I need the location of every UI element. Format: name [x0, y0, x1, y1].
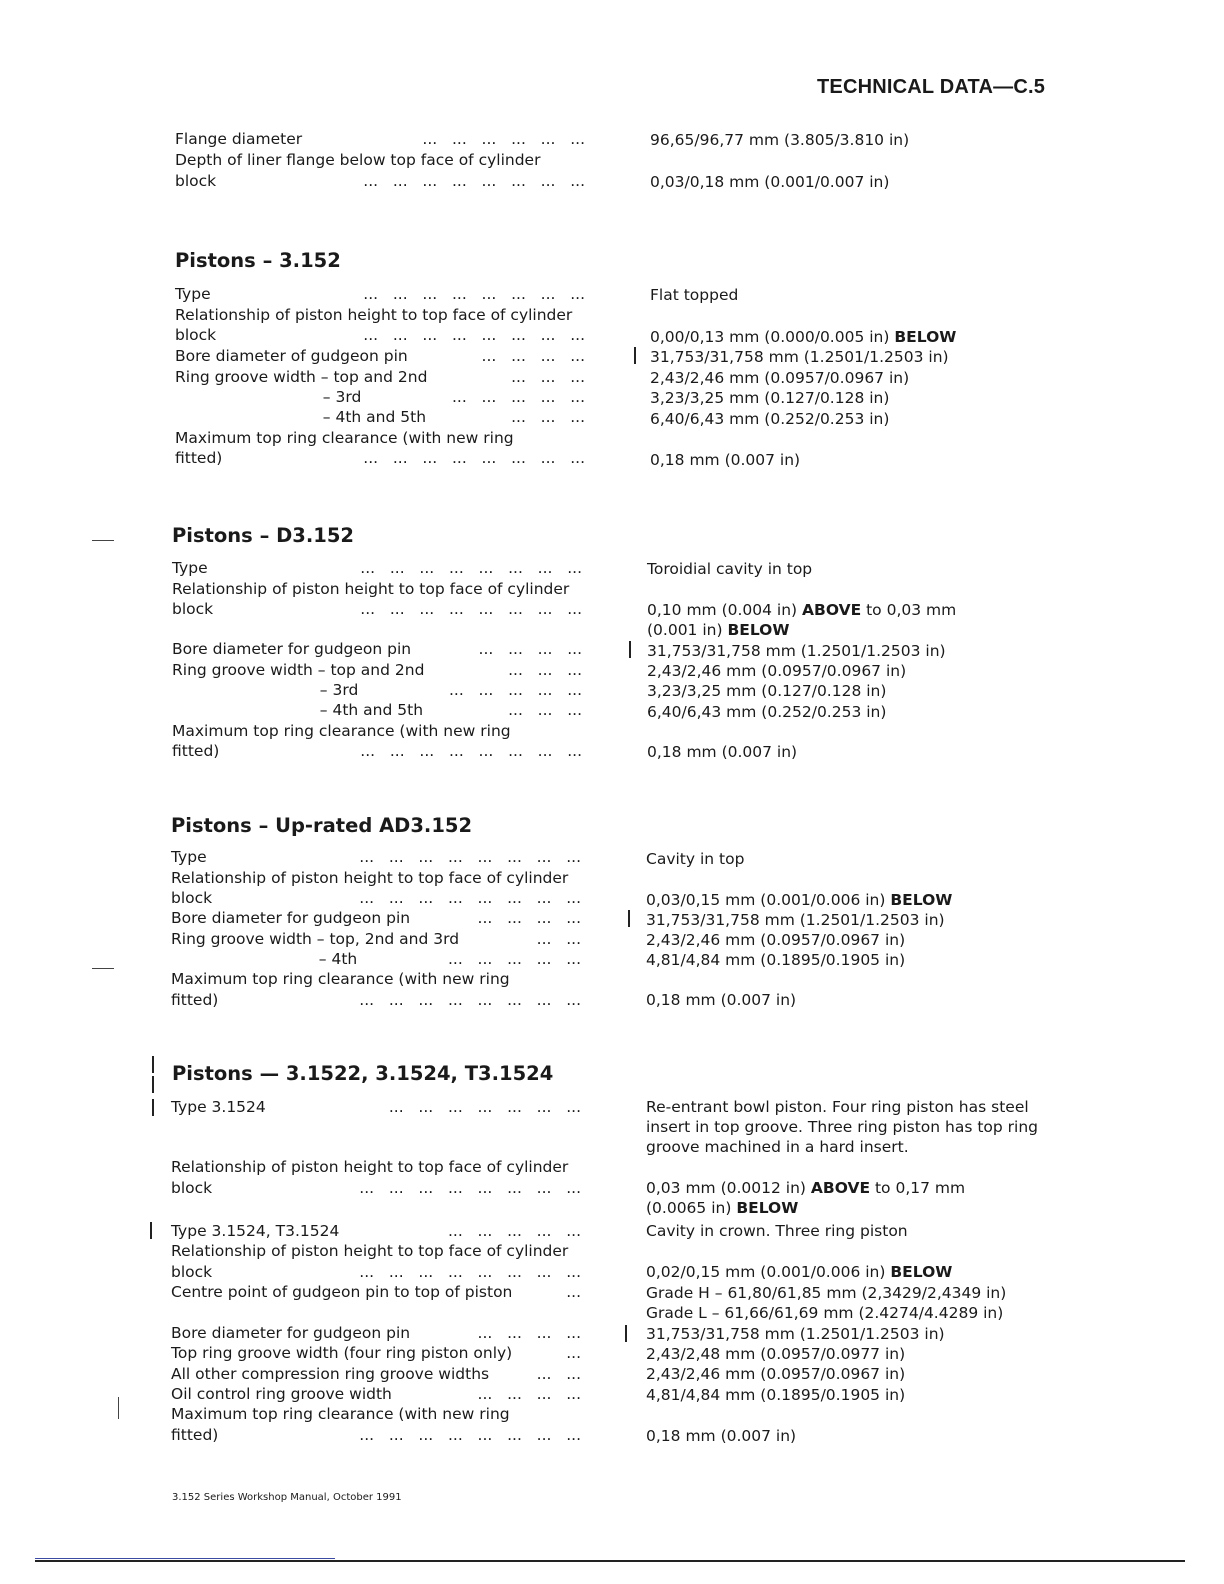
row-label: Top ring groove width (four ring piston only) ...: [171, 1344, 581, 1362]
row-value: (0.0065 in) BELOW: [646, 1199, 799, 1217]
row-value: groove machined in a hard insert.: [646, 1138, 909, 1156]
row-label: Type ... ... ... ... ... ... ... ...: [171, 848, 581, 866]
row-value: 6,40/6,43 mm (0.252/0.253 in): [647, 703, 887, 721]
row-label: fitted) ... ... ... ... ... ... ... ...: [175, 449, 585, 467]
row-label: Maximum top ring clearance (with new ring: [171, 970, 510, 988]
row-label: Type ... ... ... ... ... ... ... ...: [172, 559, 582, 577]
row-value: Cavity in top: [646, 850, 745, 868]
scan-mark: [118, 1397, 119, 1419]
section-heading-d3152: Pistons – D3.152: [172, 524, 354, 547]
row-value: 31,753/31,758 mm (1.2501/1.2503 in): [650, 348, 949, 366]
row-label: fitted) ... ... ... ... ... ... ... ...: [171, 991, 581, 1009]
row-label: Ring groove width – top and 2nd ... ... ...: [175, 368, 585, 386]
row-value: Cavity in crown. Three ring piston: [646, 1222, 908, 1240]
row-label: Flange diameter ... ... ... ... ... ...: [175, 130, 585, 148]
page-title: TECHNICAL DATA—C.5: [817, 76, 1046, 98]
row-value: Grade H – 61,80/61,85 mm (2,3429/2,4349 in): [646, 1284, 1007, 1302]
row-label: block ... ... ... ... ... ... ... ...: [171, 889, 581, 907]
row-label: Bore diameter for gudgeon pin ... ... ... ...: [171, 1324, 581, 1342]
row-label: block ... ... ... ... ... ... ... ...: [171, 1179, 581, 1197]
section-heading-3152x: Pistons — 3.1522, 3.1524, T3.1524: [172, 1062, 554, 1085]
row-value: 0,18 mm (0.007 in): [647, 743, 798, 761]
bottom-rule-accent: [35, 1558, 335, 1559]
footer-text: 3.152 Series Workshop Manual, October 1991: [172, 1492, 402, 1503]
revision-bar: [629, 641, 631, 658]
row-value: 31,753/31,758 mm (1.2501/1.2503 in): [646, 911, 945, 929]
row-value: 2,43/2,46 mm (0.0957/0.0967 in): [647, 662, 907, 680]
row-value: 0,02/0,15 mm (0.001/0.006 in) BELOW: [646, 1263, 953, 1281]
section-heading-ad3152: Pistons – Up-rated AD3.152: [171, 814, 473, 837]
revision-bar: [152, 1076, 154, 1093]
row-label: Ring groove width – top, 2nd and 3rd ... ...: [171, 930, 581, 948]
row-value: 0,03/0,18 mm (0.001/0.007 in): [650, 173, 890, 191]
bottom-rule: [35, 1560, 1185, 1562]
row-label: block ... ... ... ... ... ... ... ...: [175, 326, 585, 344]
row-value: 3,23/3,25 mm (0.127/0.128 in): [647, 682, 887, 700]
revision-bar: [150, 1222, 152, 1239]
row-value: Toroidial cavity in top: [647, 560, 813, 578]
row-label: block ... ... ... ... ... ... ... ...: [172, 600, 582, 618]
row-label: Relationship of piston height to top face of cylinder: [171, 1158, 569, 1176]
row-label: block ... ... ... ... ... ... ... ...: [171, 1263, 581, 1281]
revision-bar: [625, 1325, 627, 1342]
row-label: – 3rd ... ... ... ... ...: [172, 681, 582, 699]
row-label: – 4th ... ... ... ... ...: [171, 950, 581, 968]
row-value: 4,81/4,84 mm (0.1895/0.1905 in): [646, 951, 906, 969]
row-value: 0,10 mm (0.004 in) ABOVE to 0,03 mm: [647, 601, 957, 619]
scan-mark: [92, 968, 114, 969]
row-value: 2,43/2,48 mm (0.0957/0.0977 in): [646, 1345, 906, 1363]
row-label: Relationship of piston height to top face of cylinder: [171, 1242, 569, 1260]
row-label: block ... ... ... ... ... ... ... ...: [175, 172, 585, 190]
row-label: Relationship of piston height to top face of cylinder: [175, 306, 573, 324]
row-label: Centre point of gudgeon pin to top of piston ...: [171, 1283, 581, 1301]
row-value: Re-entrant bowl piston. Four ring piston has steel: [646, 1098, 1029, 1116]
row-value: 2,43/2,46 mm (0.0957/0.0967 in): [646, 931, 906, 949]
row-value: 0,03 mm (0.0012 in) ABOVE to 0,17 mm: [646, 1179, 966, 1197]
row-label: Bore diameter of gudgeon pin ... ... ... ...: [175, 347, 585, 365]
row-label: Type 3.1524, T3.1524 ... ... ... ... ...: [171, 1222, 581, 1240]
row-label: fitted) ... ... ... ... ... ... ... ...: [172, 742, 582, 760]
row-value: 0,18 mm (0.007 in): [646, 991, 797, 1009]
row-label: Maximum top ring clearance (with new ring: [171, 1405, 510, 1423]
row-value: 3,23/3,25 mm (0.127/0.128 in): [650, 389, 890, 407]
revision-bar: [152, 1099, 154, 1116]
row-value: 31,753/31,758 mm (1.2501/1.2503 in): [646, 1325, 945, 1343]
row-value: 2,43/2,46 mm (0.0957/0.0967 in): [650, 369, 910, 387]
row-value: 0,18 mm (0.007 in): [650, 451, 801, 469]
row-label: Relationship of piston height to top face of cylinder: [172, 580, 570, 598]
row-label: Depth of liner flange below top face of cylinder: [175, 151, 541, 169]
row-label: Bore diameter for gudgeon pin ... ... ... ...: [172, 640, 582, 658]
row-label: – 4th and 5th ... ... ...: [175, 408, 585, 426]
row-value: 0,03/0,15 mm (0.001/0.006 in) BELOW: [646, 891, 953, 909]
section-heading-3152: Pistons – 3.152: [175, 249, 341, 272]
revision-bar: [152, 1056, 154, 1073]
revision-bar: [634, 347, 636, 364]
row-label: Ring groove width – top and 2nd ... ... ...: [172, 661, 582, 679]
row-value: 2,43/2,46 mm (0.0957/0.0967 in): [646, 1365, 906, 1383]
row-label: fitted) ... ... ... ... ... ... ... ...: [171, 1426, 581, 1444]
row-label: – 3rd ... ... ... ... ...: [175, 388, 585, 406]
revision-bar: [628, 910, 630, 927]
row-label: Bore diameter for gudgeon pin ... ... ... ...: [171, 909, 581, 927]
row-value: insert in top groove. Three ring piston has top ring: [646, 1118, 1039, 1136]
row-value: 6,40/6,43 mm (0.252/0.253 in): [650, 410, 890, 428]
row-value: Flat topped: [650, 286, 739, 304]
row-label: Type 3.1524 ... ... ... ... ... ... ...: [171, 1098, 581, 1116]
row-label: Relationship of piston height to top face of cylinder: [171, 869, 569, 887]
row-value: 4,81/4,84 mm (0.1895/0.1905 in): [646, 1386, 906, 1404]
row-value: 0,00/0,13 mm (0.000/0.005 in) BELOW: [650, 328, 957, 346]
row-label: Oil control ring groove width ... ... ... ...: [171, 1385, 581, 1403]
row-label: Type ... ... ... ... ... ... ... ...: [175, 285, 585, 303]
row-value: 0,18 mm (0.007 in): [646, 1427, 797, 1445]
row-value: 31,753/31,758 mm (1.2501/1.2503 in): [647, 642, 946, 660]
row-label: All other compression ring groove widths ... ...: [171, 1365, 581, 1383]
row-label: – 4th and 5th ... ... ...: [172, 701, 582, 719]
row-value: (0.001 in) BELOW: [647, 621, 790, 639]
row-value: Grade L – 61,66/61,69 mm (2.4274/4.4289 in): [646, 1304, 1004, 1322]
row-label: Maximum top ring clearance (with new ring: [175, 429, 514, 447]
scan-mark: [92, 540, 114, 541]
row-label: Maximum top ring clearance (with new ring: [172, 722, 511, 740]
row-value: 96,65/96,77 mm (3.805/3.810 in): [650, 131, 910, 149]
